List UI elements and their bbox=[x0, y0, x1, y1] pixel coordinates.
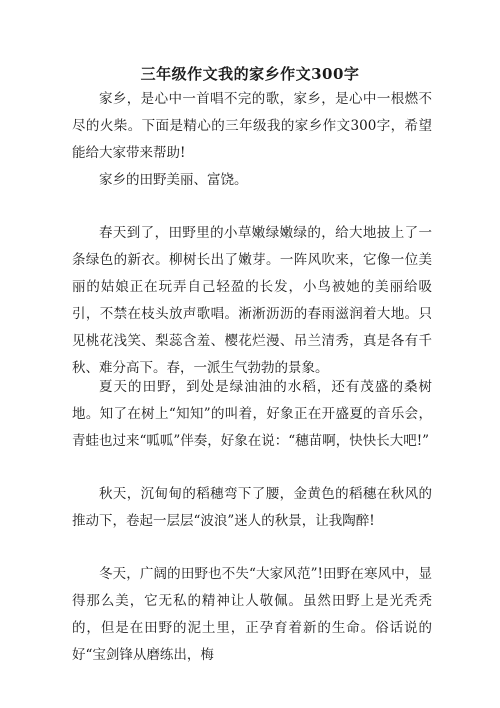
paragraph-spring: 春天到了，田野里的小草嫩绿嫩绿的，给大地披上了一条绿色的新衣。柳树长出了嫩芽。一阵风吹来，它像一位美丽的姑娘正在玩弄自己轻盈的长发，小鸟被她的美丽给吸引，不禁在枝头放声歌唱。淅淅沥沥的春雨滋润着大地。只见桃花浅笑、梨蕊含羞、樱花烂漫、吊兰清秀，真是各有千秋、难分高下。春，一派生气勃勃的景象。 bbox=[72, 225, 432, 376]
paragraph-fields: 家乡的田野美丽、富饶。 bbox=[99, 172, 248, 188]
paragraph-intro: 家乡，是心中一首唱不完的歌，家乡，是心中一根燃不尽的火柴。下面是精心的三年级我的家乡作文300字，希望能给大家带来帮助! bbox=[72, 91, 432, 161]
page-title: 三年级作文我的家乡作文300字 bbox=[140, 65, 360, 83]
paragraph-winter: 冬天，广阔的田野也不失“大家风范”!田野在寒风中，显得那么美，它无私的精神让人敬佩。虽然田野上是光秃秃的，但是在田野的泥土里，正孕育着新的生命。俗话说的好“宝剑锋从磨练出，梅 bbox=[72, 566, 432, 663]
paragraph-autumn: 秋天，沉甸甸的稻穗弯下了腰，金黄色的稻穗在秋风的推动下，卷起一层层“波浪”迷人的秋景，让我陶醉! bbox=[72, 486, 432, 529]
paragraph-summer: 夏天的田野，到处是绿油油的水稻，还有茂盛的桑树地。知了在树上“知知”的叫着，好象正在开盛夏的音乐会，青蛙也过来“呱呱”伴奏，好象在说：“穗苗啊，快快长大吧!” bbox=[72, 379, 432, 449]
